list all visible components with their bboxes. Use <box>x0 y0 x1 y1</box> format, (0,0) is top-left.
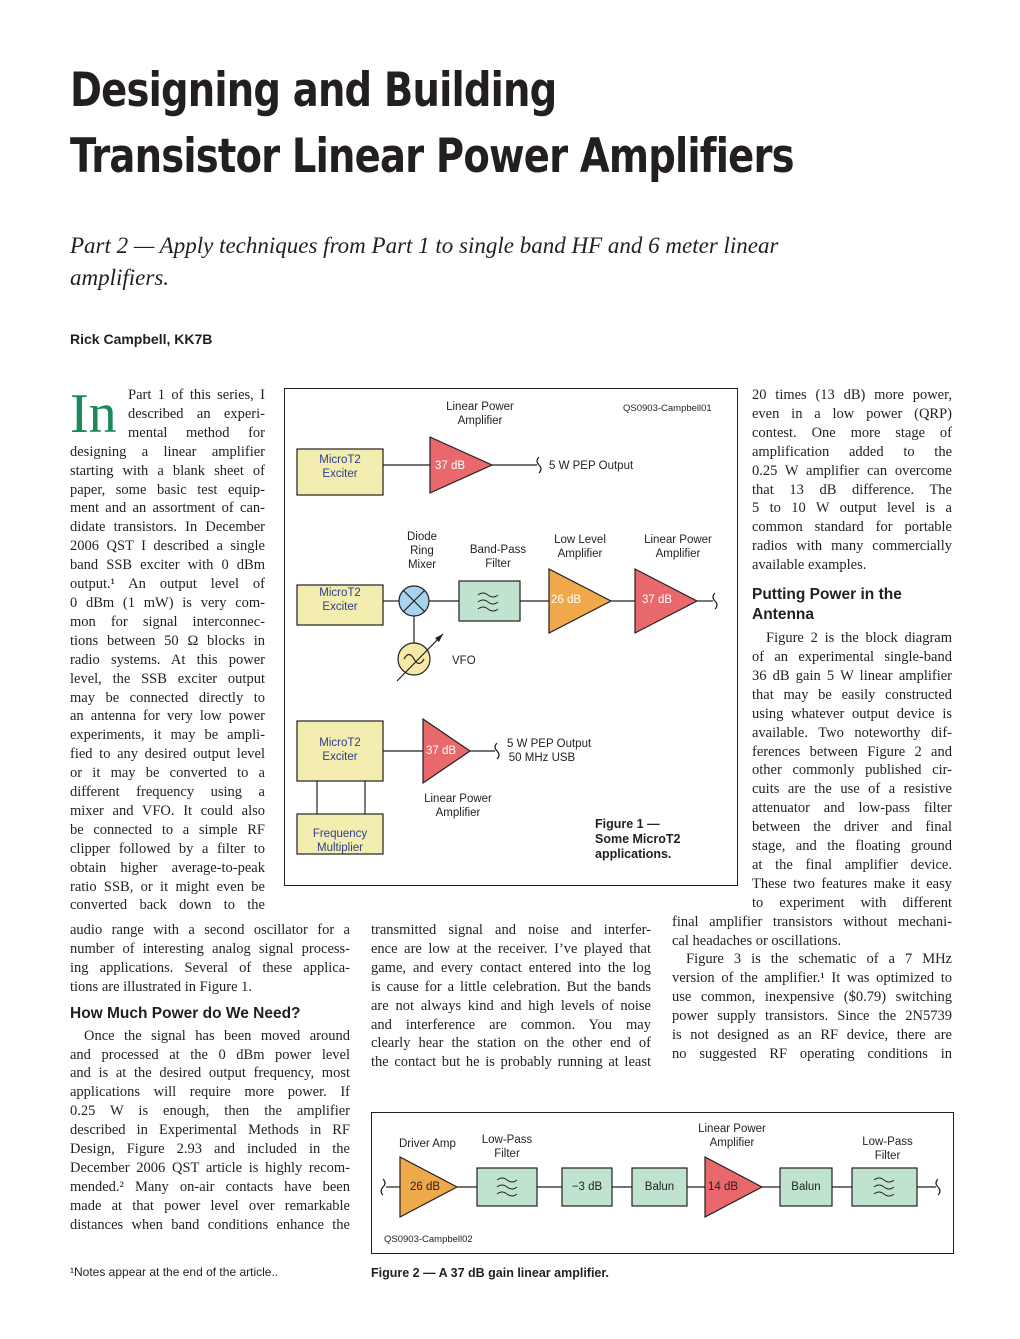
text-line: ratio SSB, or it might even be <box>70 878 265 895</box>
text-line: cal headaches or oscillations. <box>672 932 842 949</box>
lpa-label-fig2-line-1: Linear Power <box>698 1123 766 1135</box>
bandpass-label-line-1: Band-Pass <box>469 544 527 556</box>
figure-2 <box>371 1112 954 1254</box>
text-line: clipper followed by a filter to <box>70 840 265 857</box>
text-line: to experiment with different <box>752 894 952 911</box>
frequency-multiplier-label <box>297 827 383 855</box>
text-line: experiments, it may be ampli- <box>70 727 265 744</box>
text-line: fied to any desired output level <box>70 746 265 763</box>
text-line: using whatever output device is <box>752 705 952 722</box>
figure-2-caption: Figure 2 — A 37 dB gain linear amplifier. <box>371 1266 610 1280</box>
vfo-label: VFO <box>452 655 476 667</box>
text-line: 20 times (13 dB) more power, <box>752 387 952 403</box>
figure-1 <box>284 388 738 886</box>
text-line: at the final amplifier device. <box>752 856 952 873</box>
diode-mixer-label-line-3: Mixer <box>407 559 437 571</box>
text-line: 36 dB gain 5 W linear amplifier <box>752 667 952 684</box>
figure-1-caption <box>595 817 680 862</box>
title-line-1: Designing and Building <box>70 63 557 118</box>
bandpass-label-line-2: Filter <box>485 558 511 570</box>
text-line: different frequency using a <box>70 784 265 801</box>
text-line: level, the SSB exciter output <box>70 670 265 687</box>
lpa-label-2-line-2: Amplifier <box>655 548 701 560</box>
lpa-label-3 <box>415 792 501 820</box>
text-line: attenuator and low-pass filter <box>752 800 952 817</box>
text-line: transmitted signal and noise and interfer- <box>371 922 651 938</box>
text-line: even in a low power (QRP) <box>752 405 952 422</box>
lpa-label-2 <box>635 533 721 561</box>
diode-mixer-label-line-2: Ring <box>410 545 434 557</box>
lowpass-label-1 <box>477 1133 537 1161</box>
gain-label-14db: 14 dB <box>708 1181 739 1193</box>
byline: Rick Campbell, KK7B <box>70 331 213 347</box>
gain-label-37db-3: 37 dB <box>426 745 457 757</box>
lpa-label-1-line-1: Linear Power <box>446 401 514 413</box>
antenna-symbol <box>936 1179 940 1195</box>
lpa-label-3-line-2: Amplifier <box>435 807 481 819</box>
lpa-label-2-line-1: Linear Power <box>644 534 712 546</box>
lowpass-label-1-line-1: Low-Pass <box>481 1134 533 1146</box>
text-line: 0.25 W is enough, then the amplifier <box>70 1103 350 1120</box>
exciter-label-1-line-1: MicroT2 <box>319 454 361 466</box>
bandpass-label <box>463 543 533 571</box>
text-line: mended.² Many on-air contacts have been <box>70 1178 350 1195</box>
text-line: tions between 50 Ω blocks in <box>70 632 265 649</box>
text-line: 2006 QST I described a single <box>70 538 265 555</box>
left-column-intro <box>70 383 265 915</box>
figure-1-caption-line-2: Some MicroT2 <box>595 832 681 846</box>
input-symbol <box>381 1179 385 1195</box>
text-line: radios with many commercially <box>752 538 952 555</box>
text-line: other commonly published cir- <box>752 762 952 779</box>
text-line: is cause for a little celebration. But the bands <box>371 978 651 995</box>
figure-2-id: QS0903-Campbell02 <box>384 1234 473 1245</box>
bandpass-filter-box <box>459 581 520 621</box>
exciter-label-1 <box>297 453 383 481</box>
section-heading-power: How Much Power do We Need? <box>70 1004 301 1022</box>
exciter-label-2-line-1: MicroT2 <box>319 587 361 599</box>
text-line: distances when band conditions enhance the <box>70 1216 350 1233</box>
text-line: December 2006 QST article is highly recom- <box>70 1159 350 1176</box>
title-line-2: Transistor Linear Power Amplifiers <box>70 129 794 184</box>
text-line: ence are low at the receiver. I’ve played that <box>371 940 651 957</box>
antenna-symbol <box>713 593 717 609</box>
lowpass-label-2 <box>855 1135 920 1163</box>
text-line: no suggested RF operating conditions in <box>672 1046 952 1062</box>
text-line: tions are illustrated in Figure 1. <box>70 978 253 995</box>
frequency-multiplier-label-line-1: Frequency <box>312 828 368 840</box>
text-line: Figure 3 is the schematic of a 7 MHz <box>686 951 952 968</box>
exciter-label-1-line-2: Exciter <box>322 468 358 480</box>
antenna-symbol <box>495 743 499 759</box>
text-line: These two features make it easy <box>752 875 952 892</box>
exciter-label-2-line-2: Exciter <box>322 601 358 613</box>
text-line: or it may be converted to a <box>70 765 265 782</box>
diode-mixer-label <box>397 530 447 572</box>
text-line: stage, and the floating ground <box>752 838 952 855</box>
text-line: starting with a blank sheet of <box>70 462 265 479</box>
text-line: number of interesting analog signal process- <box>70 940 350 957</box>
attenuator-label: −3 dB <box>571 1181 603 1193</box>
middle-column <box>371 921 651 1072</box>
text-line: power supply transistors. Since the 2N5739 <box>672 1008 952 1025</box>
text-line: clearly hear the station on the other end of <box>371 1035 651 1052</box>
figure-1-id: QS0903-Campbell01 <box>623 403 712 414</box>
text-line: Part 1 of this series, I <box>128 387 265 403</box>
text-line: ferences between Figure 2 and <box>752 743 952 760</box>
text-line: 5 to 10 W output level is a <box>752 500 952 517</box>
text-line: ment and an assortment of can- <box>70 500 265 517</box>
text-line: amplification added to the <box>752 443 952 460</box>
exciter-label-3 <box>297 736 383 764</box>
text-line: is not designed as an RF device, there are <box>672 1027 952 1044</box>
text-line: Figure 2 is the block diagram <box>766 630 952 647</box>
text-line: that may be easily constructed <box>752 686 952 703</box>
text-line: the contact but he is probably running at least <box>371 1054 651 1071</box>
text-line: described in Experimental Methods in RF <box>70 1122 350 1139</box>
low-level-amp-label-line-2: Amplifier <box>557 548 603 560</box>
text-line: Once the signal has been moved around <box>84 1027 350 1044</box>
balun-label-1: Balun <box>644 1181 675 1193</box>
lpa-label-fig2-line-2: Amplifier <box>709 1137 755 1149</box>
exciter-label-2 <box>297 586 383 614</box>
gain-label-26db-fig2: 26 dB <box>410 1181 441 1193</box>
antenna-symbol <box>537 457 541 473</box>
text-line: applications will require more power. If <box>70 1084 350 1101</box>
text-line: audio range with a second oscillator for a <box>70 922 350 938</box>
article-title <box>70 58 794 190</box>
text-line: are not always kind and high levels of noise <box>371 997 651 1014</box>
text-line: ing applications. Several of these applica- <box>70 959 350 976</box>
text-line: final amplifier transistors without mechani- <box>672 913 952 930</box>
left-column-continued <box>70 921 350 1235</box>
lpa-label-3-line-1: Linear Power <box>424 793 492 805</box>
lowpass-label-1-line-2: Filter <box>494 1148 520 1160</box>
text-line: an antenna for very low power <box>70 708 265 725</box>
article-subtitle: Part 2 — Apply techniques from Part 1 to single band HF and 6 meter linear amplifiers. <box>70 233 779 290</box>
text-line: that 13 dB difference. The <box>752 481 952 498</box>
text-line: game, and every contact entered into the log <box>371 959 651 976</box>
text-line: cuits are the use of a resistive <box>752 781 952 798</box>
text-line: available examples. <box>752 557 867 574</box>
output-label-3-line-1: 5 W PEP Output <box>507 738 592 750</box>
exciter-label-3-line-1: MicroT2 <box>319 737 361 749</box>
balun-label-2: Balun <box>791 1181 821 1193</box>
text-line: described an experi- <box>128 405 265 422</box>
text-line: common standard for portable <box>752 519 952 536</box>
text-line: mon for signal interconnec- <box>70 613 265 630</box>
text-line: use common, inexpensive ($0.79) switching <box>672 989 952 1006</box>
text-line: of an experimental single-band <box>752 648 952 665</box>
text-line: output.¹ An output level of <box>70 576 265 593</box>
output-label-1: 5 W PEP Output <box>549 460 634 472</box>
lowpass-label-2-line-1: Low-Pass <box>862 1136 913 1148</box>
text-line: and is at the desired output frequency, most <box>70 1065 350 1082</box>
text-line: contest. One more stage of <box>752 424 952 441</box>
text-line: obtain higher average-to-peak <box>70 859 265 876</box>
text-line: mental method for <box>128 424 265 441</box>
text-line: be connected to a simple RF <box>70 821 265 838</box>
low-level-amp-label-line-1: Low Level <box>554 534 606 546</box>
text-line: and interference are common. You may <box>371 1016 651 1033</box>
lpa-label-fig2 <box>687 1122 777 1150</box>
lowpass-label-2-line-2: Filter <box>874 1150 901 1162</box>
diode-mixer-label-line-1: Diode <box>406 531 438 543</box>
lpa-label-1-line-2: Amplifier <box>457 415 503 427</box>
text-line: paper, some basic test equip- <box>70 481 265 498</box>
text-line: 0.25 W amplifier can overcome <box>752 462 952 479</box>
text-line: version of the amplifier.¹ It was optimized to <box>672 970 952 987</box>
driver-amp-label: Driver Amp <box>399 1138 456 1150</box>
low-level-amp-label <box>545 533 615 561</box>
footnote: ¹Notes appear at the end of the article.. <box>70 1265 279 1279</box>
text-line: converted back down to the <box>70 897 265 914</box>
text-line: made at that power level over remarkable <box>70 1197 350 1214</box>
exciter-label-3-line-2: Exciter <box>322 751 358 763</box>
text-line: Design, Figure 2.93 and included in the <box>70 1141 350 1158</box>
gain-label-37db-2: 37 dB <box>642 594 673 606</box>
output-label-3-line-2: 50 MHz USB <box>508 752 576 764</box>
text-line: designing a linear amplifier <box>70 443 265 460</box>
drop-cap: In <box>70 383 117 445</box>
figure-1-caption-line-1: Figure 1 — <box>595 817 660 831</box>
frequency-multiplier-label-line-2: Multiplier <box>316 842 363 854</box>
text-line: available. Two noteworthy dif- <box>752 724 952 741</box>
lpa-label-1 <box>435 400 525 428</box>
text-line: between the driver and final <box>752 819 952 836</box>
text-line: 0 dBm (1 mW) is very com- <box>70 594 265 611</box>
text-line: mixer and VFO. It could also <box>70 802 265 819</box>
text-line: band SSB exciter with 0 dBm <box>70 557 265 574</box>
figure-1-caption-line-3: applications. <box>595 847 672 861</box>
heading-antenna-line-2: Antenna <box>752 606 814 624</box>
text-line: didate transistors. In December <box>70 519 265 536</box>
output-label-3 <box>507 737 592 765</box>
text-line: radio systems. At this power <box>70 651 265 668</box>
gain-label-26db: 26 dB <box>551 594 582 606</box>
heading-antenna-line-1: Putting Power in the <box>752 586 902 604</box>
gain-label-37db-1: 37 dB <box>435 460 466 472</box>
text-line: and processed at the 0 dBm power level <box>70 1046 350 1063</box>
section-heading-antenna <box>752 585 952 625</box>
text-line: may be connected directly to <box>70 689 265 706</box>
